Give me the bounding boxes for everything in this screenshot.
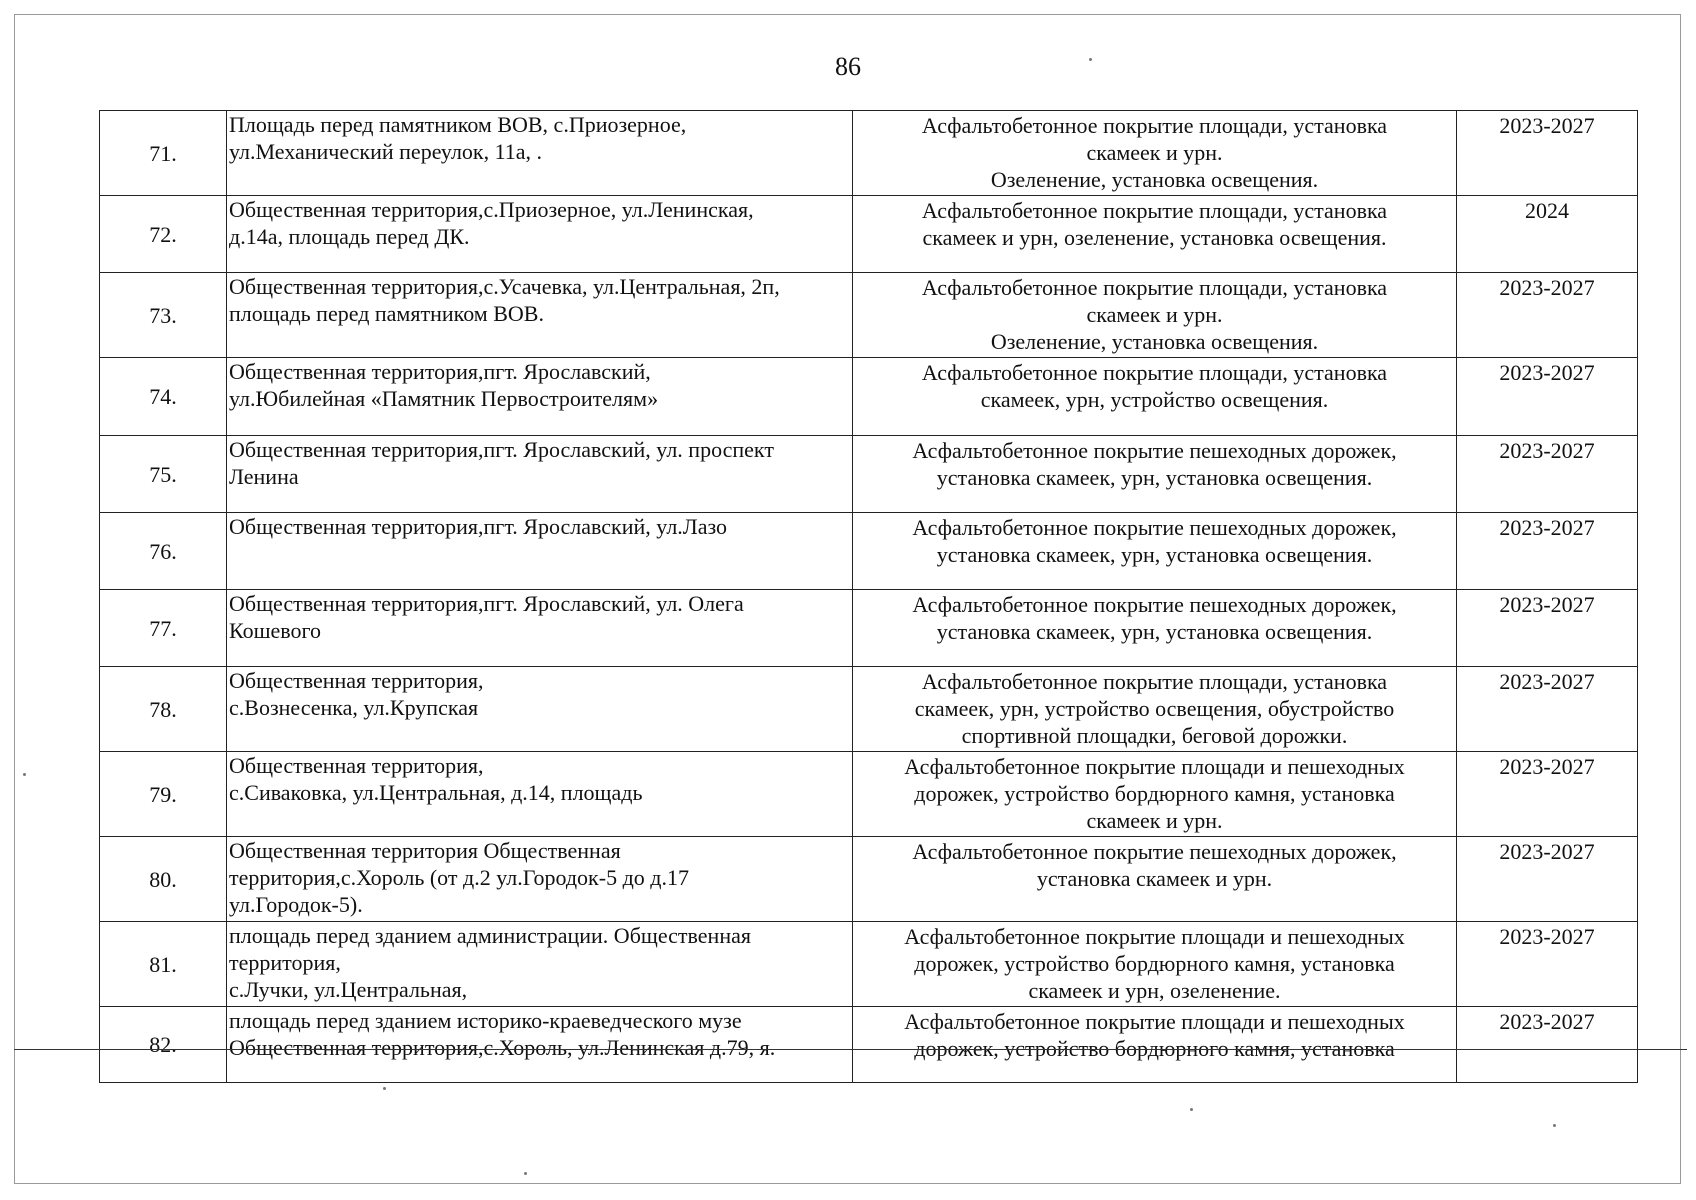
table-row: [100, 436, 1638, 513]
years-cell: 2023-2027: [1457, 667, 1638, 752]
row-number: 73.: [100, 273, 227, 358]
table-row: [100, 1007, 1638, 1083]
works-cell: Асфальтобетонное покрытие площади, установка скамеек, урн, устройство освещения, обустройство спортивной площадки, беговой дорожки.: [853, 667, 1457, 752]
scan-speck: [1089, 58, 1092, 61]
table-row: [100, 590, 1638, 667]
years-cell: 2024: [1457, 196, 1638, 273]
row-number: 81.: [100, 922, 227, 1007]
row-number: 78.: [100, 667, 227, 752]
years-cell: 2023-2027: [1457, 273, 1638, 358]
territory-cell: Общественная территория,пгт. Ярославский, ул.Лазо: [227, 513, 853, 590]
works-cell: Асфальтобетонное покрытие площади, установка скамеек, урн, устройство освещения.: [853, 358, 1457, 436]
years-cell: 2023-2027: [1457, 590, 1638, 667]
table-row: [100, 273, 1638, 358]
table-row: [100, 922, 1638, 1007]
years-cell: 2023-2027: [1457, 1007, 1638, 1083]
row-number: 76.: [100, 513, 227, 590]
row-number: 74.: [100, 358, 227, 436]
row-number: 79.: [100, 752, 227, 837]
scan-speck: [1553, 1124, 1556, 1127]
scan-speck: [524, 1172, 527, 1175]
row-number: 80.: [100, 837, 227, 922]
territory-cell: площадь перед зданием администрации. Общественная территория, с.Лучки, ул.Центральная,: [227, 922, 853, 1007]
table-row: [100, 837, 1638, 922]
table-row: [100, 358, 1638, 436]
table-row: [100, 196, 1638, 273]
row-number: 77.: [100, 590, 227, 667]
years-cell: 2023-2027: [1457, 752, 1638, 837]
territory-cell: Общественная территория Общественная территория,с.Хороль (от д.2 ул.Городок-5 до д.17 ул.Городок-5).: [227, 837, 853, 922]
page-number: 86: [835, 52, 861, 81]
territory-cell: Площадь перед памятником ВОВ, с.Приозерное, ул.Механический переулок, 11а, .: [227, 111, 853, 196]
years-cell: 2023-2027: [1457, 513, 1638, 590]
years-cell: 2023-2027: [1457, 922, 1638, 1007]
years-cell: 2023-2027: [1457, 436, 1638, 513]
territory-cell: Общественная территория,с.Усачевка, ул.Центральная, 2п, площадь перед памятником ВОВ.: [227, 273, 853, 358]
years-cell: 2023-2027: [1457, 837, 1638, 922]
scan-speck: [383, 1087, 386, 1090]
works-cell: Асфальтобетонное покрытие площади и пешеходных дорожек, устройство бордюрного камня, установка скамеек и урн.: [853, 752, 1457, 837]
scan-speck: [23, 773, 26, 776]
row-number: 75.: [100, 436, 227, 513]
territory-cell: Общественная территория,с.Приозерное, ул.Ленинская, д.14а, площадь перед ДК.: [227, 196, 853, 273]
improvement-table: [99, 110, 1638, 1083]
table-row: [100, 111, 1638, 196]
territory-cell: Общественная территория, с.Вознесенка, ул.Крупская: [227, 667, 853, 752]
years-cell: 2023-2027: [1457, 111, 1638, 196]
table-row: [100, 752, 1638, 837]
page-cut-line: [14, 1049, 1687, 1050]
row-number: 72.: [100, 196, 227, 273]
territory-cell: Общественная территория,пгт. Ярославский, ул. проспект Ленина: [227, 436, 853, 513]
table-row: [100, 513, 1638, 590]
table-row: [100, 667, 1638, 752]
works-cell: Асфальтобетонное покрытие пешеходных дорожек, установка скамеек, урн, установка освещения.: [853, 436, 1457, 513]
works-cell: Асфальтобетонное покрытие пешеходных дорожек, установка скамеек и урн.: [853, 837, 1457, 922]
works-cell: Асфальтобетонное покрытие площади, установка скамеек и урн, озеленение, установка освещения.: [853, 196, 1457, 273]
works-cell: Асфальтобетонное покрытие пешеходных дорожек, установка скамеек, урн, установка освещения.: [853, 513, 1457, 590]
territory-cell: Общественная территория,пгт. Ярославский, ул.Юбилейная «Памятник Первостроителям»: [227, 358, 853, 436]
works-cell: Асфальтобетонное покрытие площади, установка скамеек и урн. Озеленение, установка освещения.: [853, 273, 1457, 358]
territory-cell: Общественная территория, с.Сиваковка, ул.Центральная, д.14, площадь: [227, 752, 853, 837]
years-cell: 2023-2027: [1457, 358, 1638, 436]
works-cell: Асфальтобетонное покрытие площади, установка скамеек и урн. Озеленение, установка освещения.: [853, 111, 1457, 196]
territory-cell: площадь перед зданием историко-краеведческого музе Общественная территория,с.Хороль, ул.Ленинская д.79, я.: [227, 1007, 853, 1083]
row-number: 82.: [100, 1007, 227, 1083]
works-cell: Асфальтобетонное покрытие площади и пешеходных дорожек, устройство бордюрного камня, установка: [853, 1007, 1457, 1083]
territory-cell: Общественная территория,пгт. Ярославский, ул. Олега Кошевого: [227, 590, 853, 667]
scan-speck: [1190, 1108, 1193, 1111]
works-cell: Асфальтобетонное покрытие площади и пешеходных дорожек, устройство бордюрного камня, установка скамеек и урн, озеленение.: [853, 922, 1457, 1007]
row-number: 71.: [100, 111, 227, 196]
works-cell: Асфальтобетонное покрытие пешеходных дорожек, установка скамеек, урн, установка освещения.: [853, 590, 1457, 667]
